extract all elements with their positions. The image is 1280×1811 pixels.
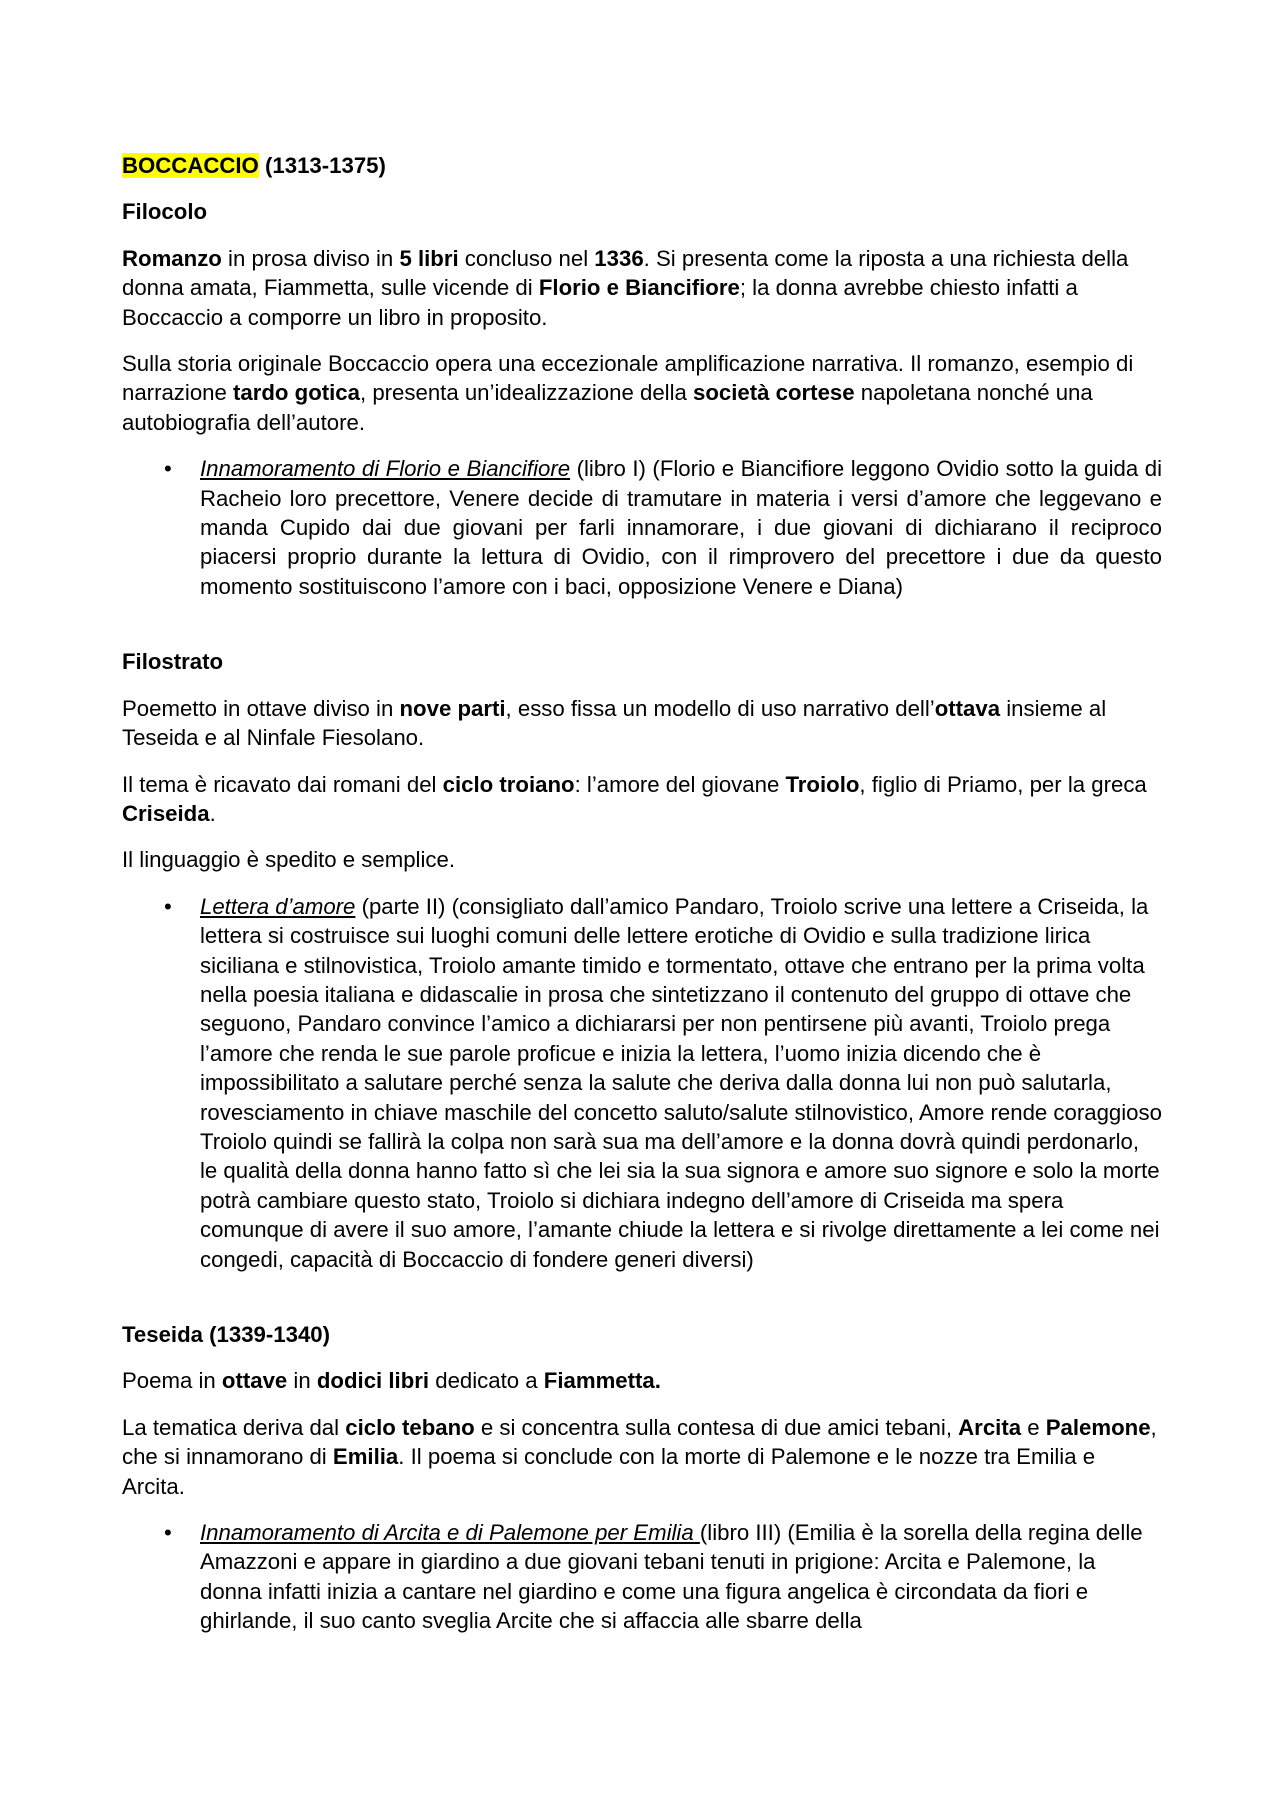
list-item: • Lettera d’amore (parte II) (consigliato dall’amico Pandaro, Troiolo scrive una lettere a Criseida, la lettera si costruisce sui luoghi comuni delle lettere erotiche di Ovidio e sulla tradizione lirica siciliana e stilnovistica, Troiolo amante timido e tormentato, ottave che entrano per la prima volta nella poesia italiana e didascalie in prosa che sintetizzano il contenuto del gruppo di ottave che seguono, Pandaro convince l’amico a dichiararsi per non pentirsene più avanti, Troiolo prega l’amore che renda le sue parole proficue e inizia la lettera, l’uomo inizia dicendo che è impossibilitato a salutare perché senza la salute che deriva dalla donna lui non può salutarla, rovesciamento in chiave maschile del concetto saluto/salute stilnovistico, Amore rende coraggioso Troiolo quindi se fallirà la colpa non sarà sua ma dell’amore e la donna dovrà quindi perdonarlo, le qualità della donna hanno fatto sì che lei sia la sua signora e amore suo signore e solo la morte potrà cambiare questo stato, Troiolo si dichiara indegno dell’amore di Criseida ma spera comunque di avere il suo amore, l’amante chiude la lettera e si rivolge direttamente a lei come nei congedi, capacità di Boccaccio di fondere generi diversi) [164, 893, 1162, 1272]
author-name: BOCCACCIO [122, 153, 259, 178]
filostrato-paragraph-3: Il linguaggio è spedito e semplice. [122, 847, 456, 873]
section-heading-filocolo: Filocolo [122, 199, 208, 225]
bullet-icon: • [164, 893, 172, 919]
list-item: • Innamoramento di Arcita e di Palemone per Emilia (libro III) (Emilia è la sorella della regina delle Amazzoni e appare in giardino a due giovani tebani tenuti in prigione: Arcita e Palemone, la donna infatti inizia a cantare nel giardino e come una figura angelica è circondata da fiori e ghirlande, il suo canto sveglia Arcite che si affaccia alle sbarre della [164, 1520, 1143, 1634]
bullet-icon: • [164, 1520, 172, 1546]
filostrato-paragraph-2: Il tema è ricavato dai romani del ciclo troiano: l’amore del giovane Troiolo, figlio di Priamo, per la greca Criseida. [122, 771, 1147, 826]
document-body [122, 151, 1162, 1653]
teseida-paragraph-1: Poema in ottave in dodici libri dedicato a Fiammetta. [122, 1368, 661, 1394]
page-title [122, 151, 1162, 180]
filocolo-bullet-list [122, 454, 1162, 601]
teseida-bullet-list [122, 1518, 1162, 1636]
teseida-paragraph-2: La tematica deriva dal ciclo tebano e si concentra sulla contesa di due amici tebani, Arcita e Palemone, che si innamorano di Emilia. Il poema si conclude con la morte di Palemone e le nozze tra Emilia e Arcita. [122, 1414, 1157, 1499]
filocolo-paragraph-2: Sulla storia originale Boccaccio opera una eccezionale amplificazione narrativa. Il romanzo, esempio di narrazione tardo gotica, presenta un’idealizzazione della società cortese napoletana nonché una autobiografia dell’autore. [122, 351, 1134, 435]
list-item: • Innamoramento di Florio e Biancifiore (libro I) (Florio e Biancifiore leggono Ovidio sotto la guida di Racheio loro precettore, Venere decide di tramutare in materia i versi d’amore che leggevano e manda Cupido dai due giovani per farli innamorare, i due giovani di dichiarano il reciproco piacersi proprio durante la lettura di Ovidio, con il rimprovero del precettore i due da questo momento sostituiscono l’amore con i baci, opposizione Venere e Diana) [164, 456, 1162, 599]
author-dates: (1313-1375) [265, 153, 386, 178]
filostrato-bullet-list [122, 892, 1162, 1274]
filostrato-paragraph-1: Poemetto in ottave diviso in nove parti, esso fissa un modello di uso narrativo dell’ottava insieme al Teseida e al Ninfale Fiesolano. [122, 695, 1107, 751]
section-heading-filostrato: Filostrato [122, 649, 224, 675]
section-heading-teseida: Teseida (1339-1340) [122, 1322, 331, 1347]
bullet-icon: • [164, 456, 172, 482]
filocolo-paragraph-1: Romanzo in prosa diviso in 5 libri concluso nel 1336. Si presenta come la riposta a una richiesta della donna amata, Fiammetta, sulle vicende di Florio e Biancifiore; la donna avrebbe chiesto infatti a Boccaccio a comporre un libro in proposito. [122, 245, 1129, 330]
